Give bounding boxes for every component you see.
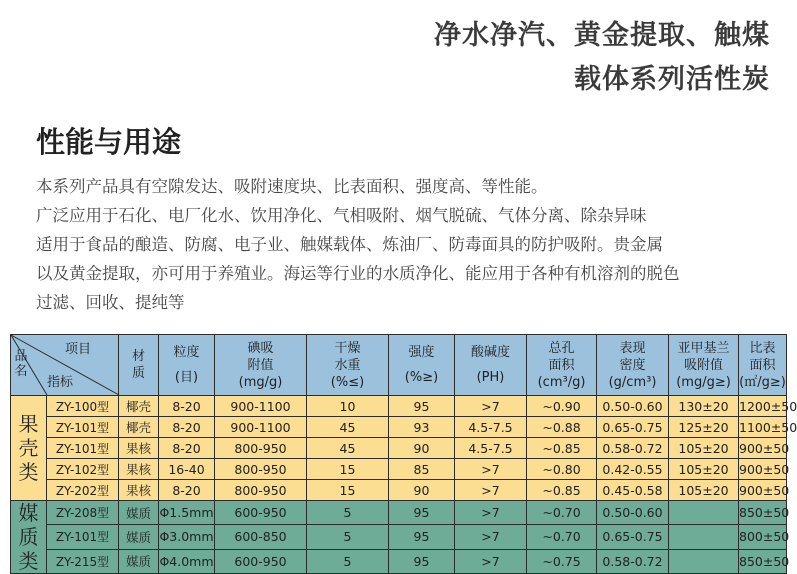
table-cell: >7 <box>455 549 527 573</box>
table-cell: 0.65-0.75 <box>597 525 669 549</box>
table-cell: ~0.80 <box>527 459 597 480</box>
table-cell: 850±50 <box>739 501 787 525</box>
table-cell: 果核 <box>119 480 159 501</box>
table-cell: 600-950 <box>215 501 307 525</box>
table-cell: 900-1100 <box>215 396 307 417</box>
table-cell: Φ1.5mm <box>159 501 215 525</box>
table-cell: ~0.70 <box>527 501 597 525</box>
table-cell: ~0.70 <box>527 525 597 549</box>
header-corner-cell <box>11 335 119 396</box>
table-cell: 95 <box>389 396 455 417</box>
table-cell: 800-950 <box>215 480 307 501</box>
table-cell: 媒质 <box>119 501 159 525</box>
category-cell: 果 壳 类 <box>11 396 47 501</box>
table-cell: 45 <box>307 417 389 438</box>
table-cell: 0.58-0.72 <box>597 438 669 459</box>
table-cell: 105±20 <box>669 480 739 501</box>
table-cell: >7 <box>455 480 527 501</box>
table-cell: ZY-101型 <box>47 525 119 549</box>
table-cell: 8-20 <box>159 396 215 417</box>
corner-name-label: 品名 <box>14 349 28 379</box>
table-cell: 1100±50 <box>739 417 787 438</box>
table-cell: ZY-101型 <box>47 438 119 459</box>
table-cell: 0.50-0.60 <box>597 501 669 525</box>
header-ph: 酸碱度 (PH) <box>455 335 527 396</box>
table-cell <box>669 525 739 549</box>
table-cell: 800-950 <box>215 459 307 480</box>
table-cell: ZY-215型 <box>47 549 119 573</box>
table-cell: 95 <box>389 501 455 525</box>
corner-index-label: 指标 <box>47 375 74 390</box>
table-cell: 0.45-0.58 <box>597 480 669 501</box>
title-line-1: 净水净汽、黄金提取、触煤 <box>434 20 770 51</box>
table-cell: 媒质 <box>119 549 159 573</box>
table-cell: 4.5-7.5 <box>455 438 527 459</box>
table-cell: >7 <box>455 459 527 480</box>
table-cell: 800-950 <box>215 438 307 459</box>
table-cell: ZY-102型 <box>47 459 119 480</box>
table-header-row <box>11 335 787 396</box>
spec-table <box>10 334 797 574</box>
table-cell: Φ3.0mm <box>159 525 215 549</box>
intro-line: 本系列产品具有空隙发达、吸附速度块、比表面积、强度高、等性能。 <box>36 177 548 196</box>
table-cell: ~0.88 <box>527 417 597 438</box>
table-cell: 4.5-7.5 <box>455 417 527 438</box>
table-cell: 85 <box>389 459 455 480</box>
table-cell: 600-950 <box>215 549 307 573</box>
table-cell <box>669 501 739 525</box>
table-cell: 105±20 <box>669 459 739 480</box>
header-mesh: 粒度 (目) <box>159 335 215 396</box>
table-cell: >7 <box>455 501 527 525</box>
table-cell: 8-20 <box>159 480 215 501</box>
table-row <box>11 438 787 459</box>
table-cell: 5 <box>307 549 389 573</box>
table-cell: Φ4.0mm <box>159 549 215 573</box>
table-cell: ~0.85 <box>527 480 597 501</box>
table-cell: 媒质 <box>119 525 159 549</box>
table-cell: 15 <box>307 480 389 501</box>
table-row <box>11 549 787 573</box>
table-cell: ~0.85 <box>527 438 597 459</box>
table-cell: 0.65-0.75 <box>597 417 669 438</box>
table-cell: 90 <box>389 480 455 501</box>
table-cell: 900-1100 <box>215 417 307 438</box>
table-cell: 果核 <box>119 459 159 480</box>
table-cell: 850±50 <box>739 549 787 573</box>
table-cell: 130±20 <box>669 396 739 417</box>
table-cell: 45 <box>307 438 389 459</box>
table-cell: 95 <box>389 549 455 573</box>
table-cell: 15 <box>307 459 389 480</box>
table-row <box>11 417 787 438</box>
intro-line: 广泛应用于石化、电厂化水、饮用净化、气相吸附、烟气脱硫、气体分离、除杂异味 <box>36 206 647 225</box>
table-cell: 10 <box>307 396 389 417</box>
table-row <box>11 396 787 417</box>
table-cell: 0.50-0.60 <box>597 396 669 417</box>
table-cell: ~0.75 <box>527 549 597 573</box>
table-row <box>11 459 787 480</box>
intro-paragraph <box>36 172 776 317</box>
table-cell: >7 <box>455 525 527 549</box>
table-cell: 125±20 <box>669 417 739 438</box>
table-cell: 900±50 <box>739 438 787 459</box>
table-cell: ZY-208型 <box>47 501 119 525</box>
intro-line: 适用于食品的酿造、防腐、电子业、触媒载体、炼油厂、防毒面具的防护吸附。贵金属 <box>36 235 663 254</box>
document-title <box>434 14 770 102</box>
table-cell: 600-850 <box>215 525 307 549</box>
table-row <box>11 480 787 501</box>
table-cell: 5 <box>307 501 389 525</box>
table-cell: 93 <box>389 417 455 438</box>
table-row <box>11 525 787 549</box>
header-pore-area: 总孔 面积 (cm³/g) <box>527 335 597 396</box>
table-cell: 果核 <box>119 438 159 459</box>
header-surface-area: 比表 面积 (㎡/g≥) <box>739 335 787 396</box>
header-material: 材 质 <box>119 335 159 396</box>
table-cell: 椰壳 <box>119 417 159 438</box>
table-cell: 105±20 <box>669 438 739 459</box>
table-cell: >7 <box>455 396 527 417</box>
table-cell <box>669 549 739 573</box>
section-heading: 性能与用途 <box>36 125 182 159</box>
table-cell: 椰壳 <box>119 396 159 417</box>
table-cell: 90 <box>389 438 455 459</box>
header-iodine: 碘吸 附值 (mg/g) <box>215 335 307 396</box>
table-cell: ZY-202型 <box>47 480 119 501</box>
corner-item-label: 项目 <box>65 342 92 357</box>
header-methylene-blue: 亚甲基兰 吸附值 (mg/g≥) <box>669 335 739 396</box>
table-cell: 1200±50 <box>739 396 787 417</box>
table-cell: 900±50 <box>739 480 787 501</box>
table-cell: 900±50 <box>739 459 787 480</box>
intro-line: 过滤、回收、提纯等 <box>36 293 185 312</box>
header-moisture: 干燥 水重 (%≤) <box>307 335 389 396</box>
table-cell: 8-20 <box>159 417 215 438</box>
table-cell: 8-20 <box>159 438 215 459</box>
intro-line: 以及黄金提取，亦可用于养殖业。海运等行业的水质净化、能应用于各种有机溶剂的脱色 <box>36 264 680 283</box>
table-cell: 0.42-0.55 <box>597 459 669 480</box>
table-cell: ZY-101型 <box>47 417 119 438</box>
table-row <box>11 501 787 525</box>
table-cell: 16-40 <box>159 459 215 480</box>
header-strength: 强度 (%≥) <box>389 335 455 396</box>
table-cell: 800±50 <box>739 525 787 549</box>
table-cell: 95 <box>389 525 455 549</box>
table-cell: 5 <box>307 525 389 549</box>
table-cell: ~0.90 <box>527 396 597 417</box>
table-cell: ZY-100型 <box>47 396 119 417</box>
category-cell: 媒 质 类 <box>11 501 47 574</box>
table-cell: 0.58-0.72 <box>597 549 669 573</box>
header-density: 表现 密度 (g/cm³) <box>597 335 669 396</box>
title-line-2: 载体系列活性炭 <box>574 64 770 95</box>
